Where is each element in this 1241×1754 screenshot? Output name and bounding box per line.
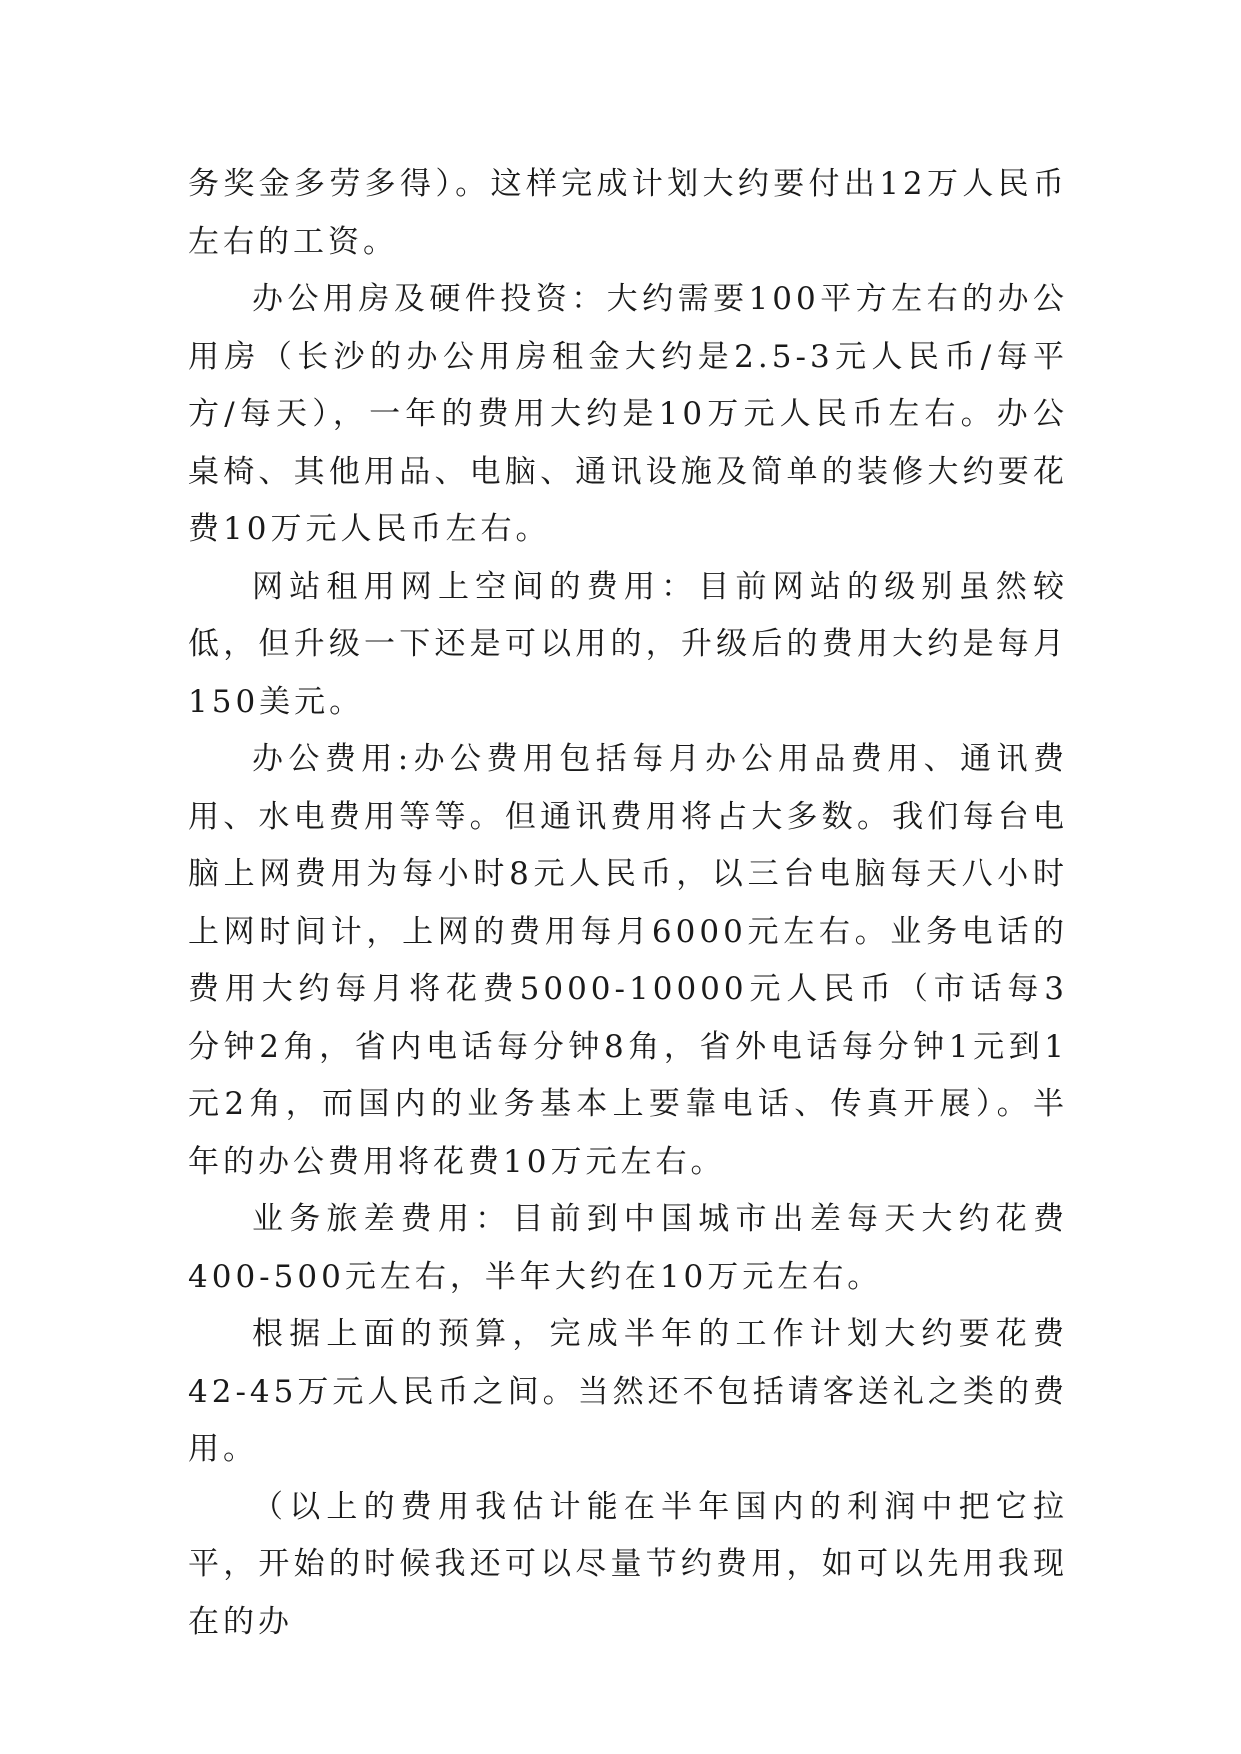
document-body (188, 156, 1068, 1651)
paragraph-cost-offset: （以上的费用我估计能在半年国内的利润中把它拉平，开始的时候我还可以尽量节约费用，如可以先用我现在的办 (188, 1488, 1068, 1640)
paragraph-budget-summary: 根据上面的预算，完成半年的工作计划大约要花费42-45万元人民币之间。当然还不包括请客送礼之类的费用。 (188, 1316, 1068, 1467)
paragraph-office-rent: 办公用房及硬件投资：大约需要100平方左右的办公用房（长沙的办公用房租金大约是2.5-3元人民币/每平方/每天），一年的费用大约是10万元人民币左右。办公桌椅、其他用品、电脑、通讯设施及简单的装修大约要花费10万元人民币左右。 (188, 281, 1068, 547)
paragraph-salary-continuation: 务奖金多劳多得）。这样完成计划大约要付出12万人民币左右的工资。 (188, 166, 1068, 260)
paragraph-website-hosting: 网站租用网上空间的费用：目前网站的级别虽然较低，但升级一下还是可以用的，升级后的费用大约是每月150美元。 (188, 568, 1068, 720)
paragraph-office-expenses: 办公费用:办公费用包括每月办公用品费用、通讯费用、水电费用等等。但通讯费用将占大多数。我们每台电脑上网费用为每小时8元人民币，以三台电脑每天八小时上网时间计，上网的费用每月6000元左右。业务电话的费用大约每月将花费5000-10000元人民币（市话每3分钟2角，省内电话每分钟8角，省外电话每分钟1元到1元2角，而国内的业务基本上要靠电话、传真开展）。半年的办公费用将花费10万元左右。 (188, 741, 1068, 1180)
paragraph-travel-expenses: 业务旅差费用：目前到中国城市出差每天大约花费400-500元左右，半年大约在10万元左右。 (188, 1201, 1068, 1295)
